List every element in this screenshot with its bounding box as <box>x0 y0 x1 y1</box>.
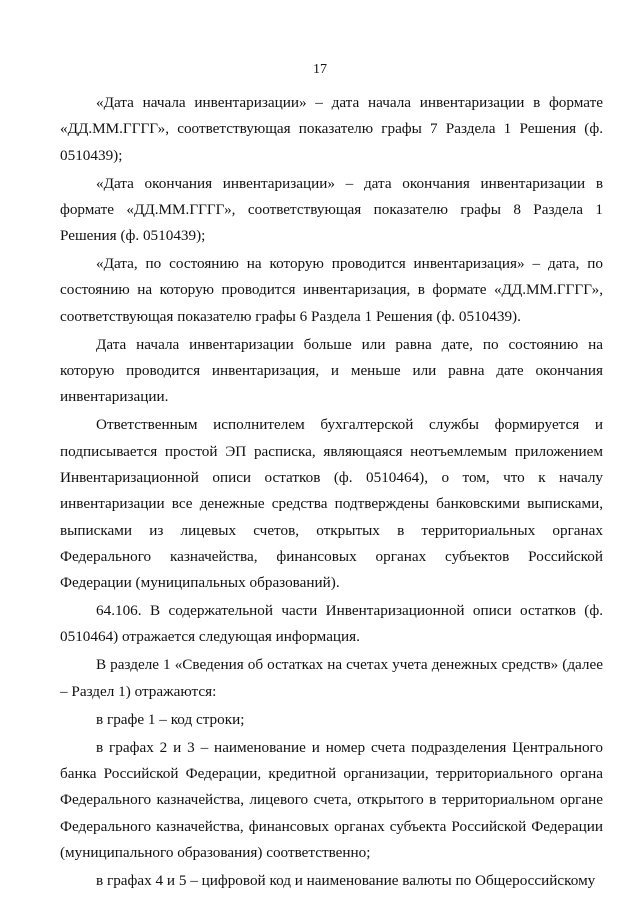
page-number: 17 <box>313 62 327 77</box>
paragraph-receipt: Ответственным исполнителем бухгалтерской службы формируется и подписывается простой ЭП расписка, являющаяся неотъемлемым приложением Инвентаризационной описи остатков (ф. 0510464), о том, что к началу инвентаризации все денежные средства подтверждены банковскими выписками, выписками из лицевых счетов, открытых в территориальных органах Федерального казначейства, финансовых органах субъектов Российской Федерации (муниципальных образований). <box>60 416 603 592</box>
paragraph-columns-4-5: в графах 4 и 5 – цифровой код и наименование валюты по Общероссийскому <box>96 871 596 889</box>
paragraph-start-date: «Дата начала инвентаризации» – дата начала инвентаризации в формате «ДД.ММ.ГГГГ», соответствующая показателю графы 7 Раздела 1 Решения (ф. 0510439); <box>60 94 603 164</box>
paragraph-state-date: «Дата, по состоянию на которую проводится инвентаризация» – дата, по состоянию на которую проводится инвентаризация, в формате «ДД.ММ.ГГГГ», соответствующая показателю графы 6 Раздела 1 Решения (ф. 0510439). <box>60 255 603 325</box>
paragraph-section-1: В разделе 1 «Сведения об остатках на счетах учета денежных средств» (далее – Раздел 1) отражаются: <box>60 656 603 700</box>
paragraph-section-64-106: 64.106. В содержательной части Инвентаризационной описи остатков (ф. 0510464) отражается следующая информация. <box>60 602 603 646</box>
body-text <box>60 90 603 896</box>
paragraph-columns-2-3: в графах 2 и 3 – наименование и номер счета подразделения Центрального банка Российской Федерации, кредитной организации, территориального органа Федерального казначейства, лицевого счета, открытого в территориальном органе Федерального казначейства, финансовых органах субъекта Российской Федерации (муниципального образования) соответственно; <box>60 738 603 861</box>
paragraph-end-date: «Дата окончания инвентаризации» – дата окончания инвентаризации в формате «ДД.ММ.ГГГГ», соответствующая показателю графы 8 Раздела 1 Решения (ф. 0510439); <box>60 174 603 245</box>
paragraph-date-rule: Дата начала инвентаризации больше или равна дате, по состоянию на которую проводится инвентаризация, и меньше или равна дате окончания инвентаризации. <box>60 335 603 406</box>
paragraph-column-1: в графе 1 – код строки; <box>96 710 245 728</box>
